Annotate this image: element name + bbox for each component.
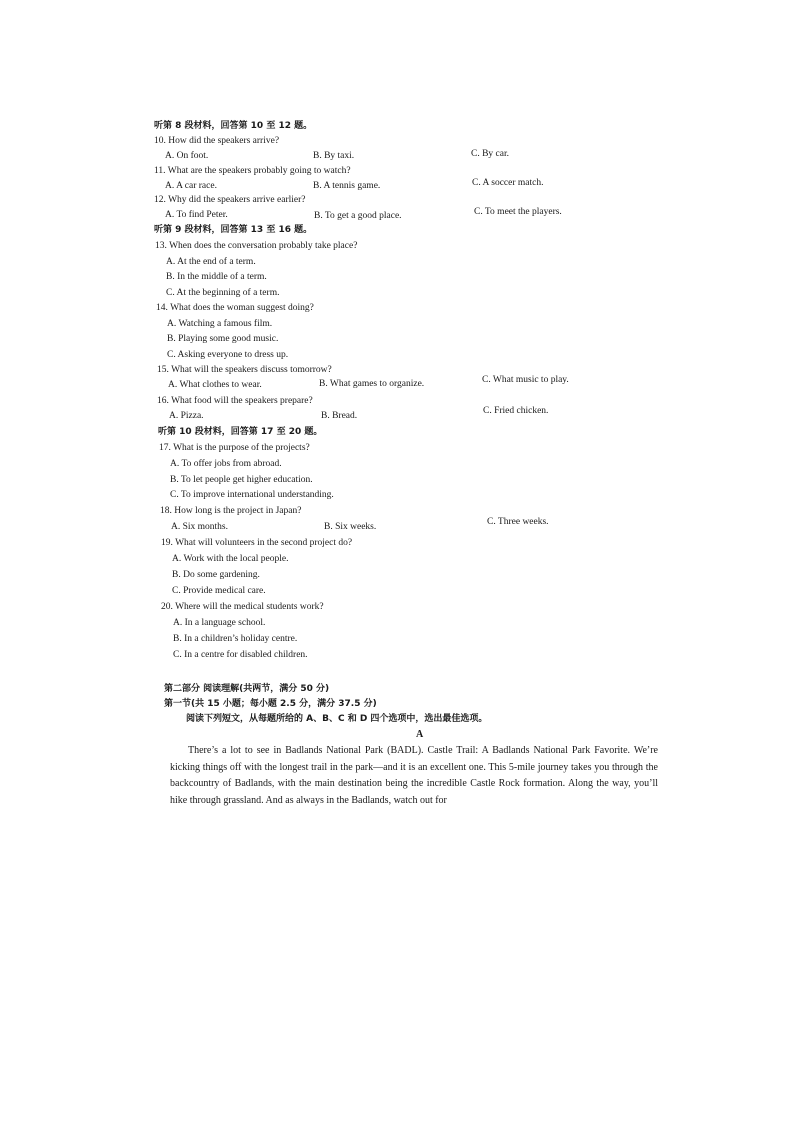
q11-option-a: A. A car race.: [165, 181, 217, 191]
section10-header: 听第 10 段材料，回答第 17 至 20 题。: [158, 427, 323, 437]
q14-option-b: B. Playing some good music.: [167, 334, 279, 344]
q17-option-b: B. To let people get higher education.: [170, 475, 313, 485]
q20-option-c: C. In a centre for disabled children.: [173, 650, 308, 660]
q19-option-c: C. Provide medical care.: [172, 586, 266, 596]
q10-option-a: A. On foot.: [165, 151, 209, 161]
q11-option-b: B. A tennis game.: [313, 181, 381, 191]
q16-option-a: A. Pizza.: [169, 411, 204, 421]
part2-title: 第二部分 阅读理解(共两节，满分 50 分): [164, 684, 330, 694]
q14-option-c: C. Asking everyone to dress up.: [167, 350, 289, 360]
q10-option-b: B. By taxi.: [313, 151, 355, 161]
q13-option-c: C. At the beginning of a term.: [166, 288, 280, 298]
q19-option-b: B. Do some gardening.: [172, 570, 260, 580]
q16-option-c: C. Fried chicken.: [483, 406, 549, 416]
q17-option-a: A. To offer jobs from abroad.: [170, 459, 282, 469]
q15-option-a: A. What clothes to wear.: [168, 380, 262, 390]
question-15: 15. What will the speakers discuss tomorrow?: [157, 365, 332, 375]
question-18: 18. How long is the project in Japan?: [160, 506, 302, 516]
q19-option-a: A. Work with the local people.: [172, 554, 289, 564]
question-19: 19. What will volunteers in the second project do?: [161, 538, 353, 548]
q14-option-a: A. Watching a famous film.: [167, 319, 273, 329]
question-12: 12. Why did the speakers arrive earlier?: [154, 195, 306, 205]
question-14: 14. What does the woman suggest doing?: [156, 303, 314, 313]
q16-option-b: B. Bread.: [321, 411, 358, 421]
q13-option-a: A. At the end of a term.: [166, 257, 256, 267]
q17-option-c: C. To improve international understanding.: [170, 490, 334, 500]
question-17: 17. What is the purpose of the projects?: [159, 443, 310, 453]
q18-option-c: C. Three weeks.: [487, 517, 549, 527]
q13-option-b: B. In the middle of a term.: [166, 272, 267, 282]
passage-a-text: [170, 743, 658, 809]
q12-option-b: B. To get a good place.: [314, 211, 402, 221]
q20-option-a: A. In a language school.: [173, 618, 266, 628]
passage-label: A: [416, 729, 424, 740]
question-10: 10. How did the speakers arrive?: [154, 136, 280, 146]
q10-option-c: C. By car.: [471, 149, 509, 159]
q15-option-c: C. What music to play.: [482, 375, 569, 385]
q11-option-c: C. A soccer match.: [472, 178, 544, 188]
part2-section1: 第一节(共 15 小题；每小题 2.5 分，满分 37.5 分): [164, 699, 377, 709]
passage-paragraph: There’s a lot to see in Badlands National Park (BADL). Castle Trail: A Badlands National Park Favorite. We’re kicking things off with the longest trail in the park—and it is an excellent one. This 5-mile journey takes you through the backcountry of Badlands, with the main destination being the incredible Castle Rock formation. Along the way, you’ll hike through grassland. And as always in the Badlands, watch out for: [170, 745, 658, 806]
q12-option-a: A. To find Peter.: [165, 210, 228, 220]
question-20: 20. Where will the medical students work?: [161, 602, 324, 612]
q15-option-b: B. What games to organize.: [319, 379, 425, 389]
q20-option-b: B. In a children’s holiday centre.: [173, 634, 298, 644]
part2-instruction: 阅读下列短文，从每题所给的 A、B、C 和 D 四个选项中，选出最佳选项。: [186, 714, 488, 724]
q18-option-b: B. Six weeks.: [324, 522, 377, 532]
question-16: 16. What food will the speakers prepare?: [157, 396, 313, 406]
section9-header: 听第 9 段材料，回答第 13 至 16 题。: [154, 225, 313, 235]
q18-option-a: A. Six months.: [171, 522, 229, 532]
q12-option-c: C. To meet the players.: [474, 207, 562, 217]
question-13: 13. When does the conversation probably take place?: [155, 241, 358, 251]
question-11: 11. What are the speakers probably going to watch?: [154, 166, 351, 176]
section8-header: 听第 8 段材料，回答第 10 至 12 题。: [154, 121, 313, 131]
